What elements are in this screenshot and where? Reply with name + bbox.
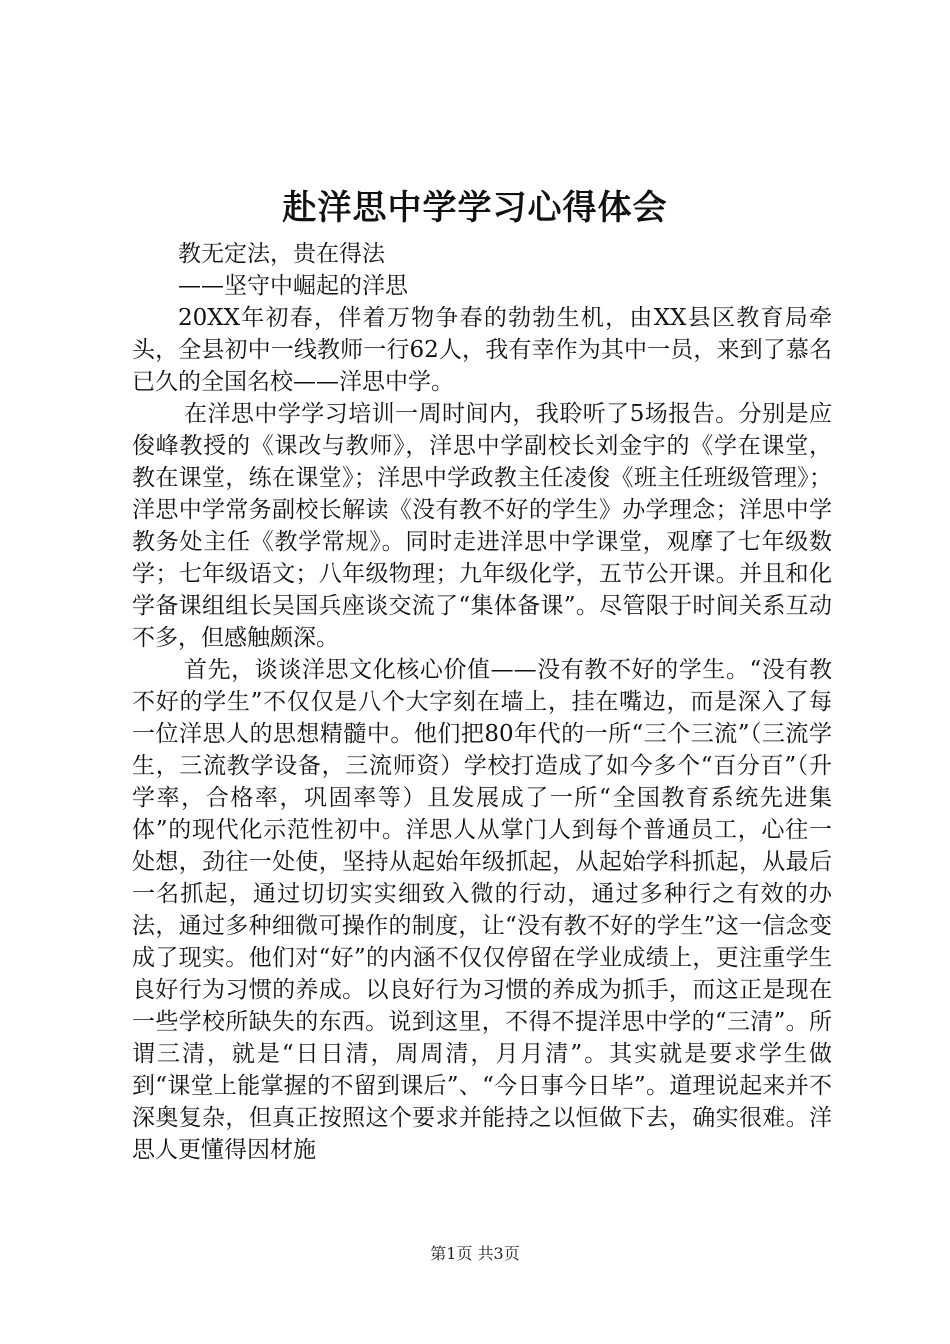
document-title: 赴洋思中学学习心得体会 xyxy=(282,188,668,228)
subtitle-line-1: 教无定法，贵在得法 xyxy=(178,241,385,267)
paragraph-3: 首先，谈谈洋思文化核心价值——没有教不好的学生。“没有教不好的学生”不仅仅是八个大字刻在墙上，挂在嘴边，而是深入了每一位洋思人的思想精髓中。他们把80年代的一所“三个三流”（三流学生，三流教学设备，三流师资）学校打造成了如今多个“百分百”（升学率，合格率，巩固率等）且发展成了一所“全国教育系统先进集体”的现代化示范性初中。洋思人从掌门人到每个普通员工，心往一处想，劲往一处使，坚持从起始年级抓起，从起始学科抓起，从最后一名抓起，通过切切实实细致入微的行动，通过多种行之有效的办法，通过多种细微可操作的制度，让“没有教不好的学生”这一信念变成了现实。他们对“好”的内涵不仅仅停留在学业成绩上，更注重学生良好行为习惯的养成。以良好行为习惯的养成为抓手，而这正是现在一些学校所缺失的东西。说到这里，不得不提洋思中学的“三清”。所谓三清，就是“日日清，周周清，月月清”。其实就是要求学生做到“课堂上能掌握的不留到课后”、“今日事今日毕”。道理说起来并不深奥复杂，但真正按照这个要求并能持之以恒做下去，确实很难。洋思人更懂得因材施 xyxy=(132,657,832,1163)
paragraph-1: 20XX年初春，伴着万物争春的勃勃生机，由XX县区教育局牵头，全县初中一线教师一行62人，我有幸作为其中一员，来到了慕名已久的全国名校——洋思中学。 xyxy=(132,305,832,395)
page-footer: 第1页 共3页 xyxy=(430,1244,520,1263)
subtitle-line-2: ——坚守中崛起的洋思 xyxy=(178,273,408,299)
document-body xyxy=(132,238,832,1166)
paragraph-2: 在洋思中学学习培训一周时间内，我聆听了5场报告。分别是应俊峰教授的《课改与教师》，洋思中学副校长刘金宇的《学在课堂，教在课堂，练在课堂》；洋思中学政教主任凌俊《班主任班级管理》；洋思中学常务副校长解读《没有教不好的学生》办学理念；洋思中学教务处主任《教学常规》。同时走进洋思中学课堂，观摩了七年级数学；七年级语文；八年级物理；九年级化学，五节公开课。并且和化学备课组组长吴国兵座谈交流了“集体备课”。尽管限于时间关系互动不多，但感触颇深。 xyxy=(132,401,832,651)
